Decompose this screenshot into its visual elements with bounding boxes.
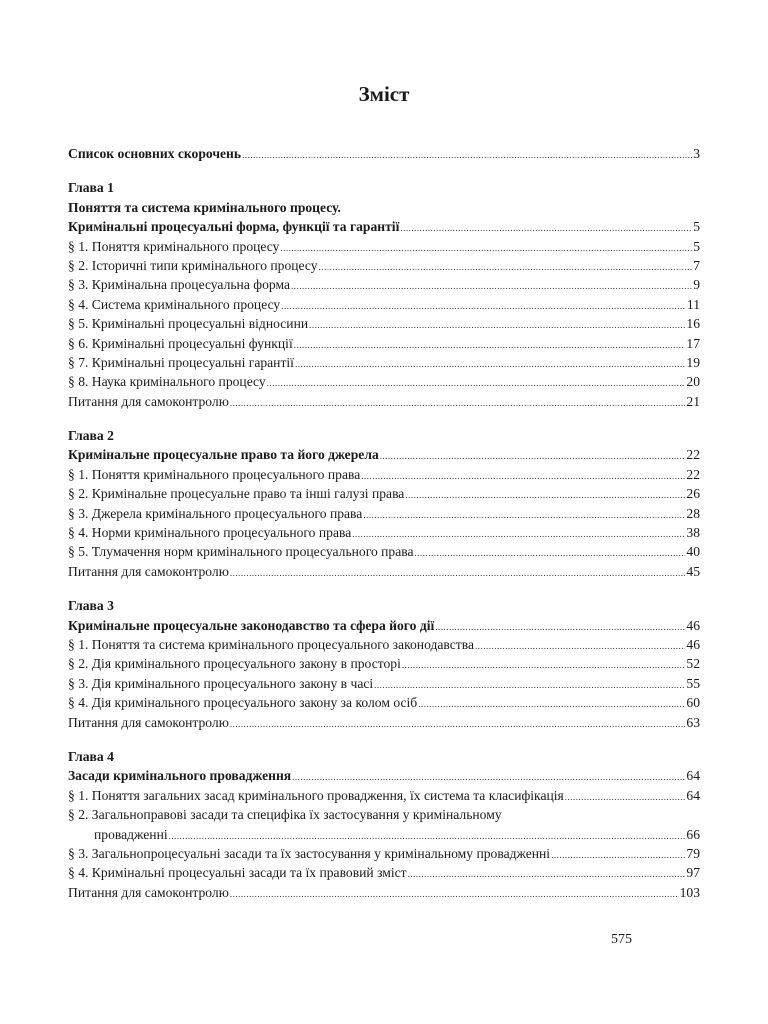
toc-entry-page: 21 <box>686 393 700 409</box>
toc-entry-page: 97 <box>686 865 700 881</box>
toc-entry-title: Глава 4 <box>68 748 114 764</box>
toc-entry-title: Питання для самоконтролю <box>68 393 229 409</box>
toc-entry <box>68 295 700 314</box>
dot-leader <box>242 146 692 165</box>
toc-entry <box>68 314 700 333</box>
toc-entry-title: Питання для самоконтролю <box>68 563 229 579</box>
toc-entry-title: § 3. Дія кримінального процесуального закону в часі <box>68 675 374 691</box>
section-gap <box>68 411 700 426</box>
toc-entry-page: 40 <box>686 544 700 560</box>
section-gap <box>68 581 700 596</box>
toc-entry <box>68 445 700 464</box>
toc-entry-title: Засади кримінального провадження <box>68 768 292 784</box>
dot-leader <box>551 846 685 865</box>
dot-leader <box>230 394 686 413</box>
toc-entry-title: § 2. Загальноправові засади та специфіка їх застосування у кримінальному <box>68 807 502 823</box>
toc-entry-page: 19 <box>686 354 700 370</box>
toc-entry-title: § 4. Кримінальні процесуальні засади та їх правовий зміст <box>68 865 407 881</box>
table-of-contents <box>68 144 700 902</box>
toc-entry-page: 46 <box>686 617 700 633</box>
dot-leader <box>475 637 685 656</box>
toc-entry-title: § 1. Поняття та система кримінального процесуального законодавства <box>68 636 475 652</box>
toc-entry <box>68 883 700 902</box>
toc-entry-title: § 2. Історичні типи кримінального процесу <box>68 257 318 273</box>
toc-entry <box>68 275 700 294</box>
dot-leader <box>319 258 693 277</box>
toc-entry-page: 38 <box>686 525 700 541</box>
toc-entry-page: 9 <box>693 277 700 293</box>
toc-entry-page: 5 <box>693 238 700 254</box>
toc-entry-page: 17 <box>686 335 700 351</box>
dot-leader <box>363 506 685 525</box>
toc-entry <box>68 372 700 391</box>
dot-leader <box>565 788 686 807</box>
toc-entry <box>68 504 700 523</box>
document-page <box>68 0 700 1024</box>
toc-entry-title: § 8. Наука кримінального процесу <box>68 374 266 390</box>
toc-entry-title: § 2. Дія кримінального процесуального закону в просторі <box>68 656 401 672</box>
toc-entry-title: Питання для самоконтролю <box>68 884 229 900</box>
toc-entry <box>68 237 700 256</box>
dot-leader <box>402 656 686 675</box>
toc-entry <box>68 217 700 236</box>
dot-leader <box>267 374 686 393</box>
toc-heading <box>68 596 700 615</box>
toc-entry <box>68 465 700 484</box>
toc-entry <box>68 353 700 372</box>
toc-entry-title: провадженні <box>94 826 168 842</box>
toc-entry-title: § 4. Система кримінального процесу <box>68 296 281 312</box>
toc-entry-title: § 2. Кримінальне процесуальне право та інші галузі права <box>68 486 405 502</box>
toc-entry-title: § 3. Джерела кримінального процесуального права <box>68 505 363 521</box>
toc-entry-page: 5 <box>693 219 700 235</box>
toc-entry-title: Кримінальне процесуальне право та його джерела <box>68 447 379 463</box>
toc-entry <box>68 562 700 581</box>
toc-entry-page: 63 <box>686 714 700 730</box>
dot-leader <box>291 277 692 296</box>
dot-leader <box>405 486 685 505</box>
toc-entry-page: 64 <box>686 787 700 803</box>
toc-entry-title: § 7. Кримінальні процесуальні гарантії <box>68 354 294 370</box>
toc-entry <box>68 805 700 824</box>
toc-entry-page: 103 <box>679 884 700 900</box>
toc-entry-title: Питання для самоконтролю <box>68 714 229 730</box>
toc-entry-page: 46 <box>686 636 700 652</box>
toc-entry-page: 16 <box>686 316 700 332</box>
dot-leader <box>415 544 686 563</box>
toc-entry <box>68 713 700 732</box>
toc-entry <box>68 334 700 353</box>
dot-leader <box>361 467 685 486</box>
toc-entry <box>68 844 700 863</box>
toc-entry-page: 22 <box>686 447 700 463</box>
toc-entry <box>68 635 700 654</box>
toc-entry-title: § 1. Поняття кримінального процесуального права <box>68 466 361 482</box>
page-title: Зміст <box>358 82 410 106</box>
toc-entry-title: Поняття та система кримінального процесу. <box>68 199 341 215</box>
toc-entry <box>68 693 700 712</box>
toc-entry <box>68 392 700 411</box>
toc-entry-title: Список основних скорочень <box>68 146 242 161</box>
dot-leader <box>294 336 686 355</box>
toc-entry-title: § 4. Дія кримінального процесуального закону за колом осіб <box>68 695 418 711</box>
dot-leader <box>295 355 685 374</box>
toc-entry-page: 66 <box>686 826 700 842</box>
dot-leader <box>230 564 686 583</box>
toc-entry <box>68 484 700 503</box>
toc-entry <box>68 863 700 882</box>
toc-entry <box>68 616 700 635</box>
toc-entry-page: 60 <box>686 695 700 711</box>
toc-entry <box>68 144 700 163</box>
page-number: 575 <box>611 932 632 947</box>
toc-entry-page: 55 <box>686 675 700 691</box>
toc-entry-title: § 6. Кримінальні процесуальні функції <box>68 335 293 351</box>
dot-leader <box>230 885 679 904</box>
section-gap <box>68 732 700 747</box>
dot-leader <box>230 715 686 734</box>
section-gap <box>68 163 700 178</box>
toc-entry-page: 28 <box>686 505 700 521</box>
toc-heading <box>68 178 700 197</box>
toc-entry-page: 79 <box>686 845 700 861</box>
toc-entry-title: § 1. Поняття кримінального процесу <box>68 238 280 254</box>
toc-entry <box>68 523 700 542</box>
toc-entry-page: 22 <box>686 466 700 482</box>
toc-entry <box>68 766 700 785</box>
toc-entry-page: 52 <box>686 656 700 672</box>
dot-leader <box>408 865 686 884</box>
toc-entry-title: § 5. Кримінальні процесуальні відносини <box>68 316 309 332</box>
toc-entry <box>68 674 700 693</box>
toc-entry-title: § 1. Поняття загальних засад кримінального провадження, їх система та класифікація <box>68 787 564 803</box>
toc-entry <box>68 825 700 844</box>
toc-entry-title: Глава 1 <box>68 180 114 196</box>
toc-entry-page: 45 <box>686 563 700 579</box>
toc-entry <box>68 542 700 561</box>
toc-entry-title: § 4. Норми кримінального процесуального права <box>68 525 352 541</box>
toc-entry-title: Кримінальне процесуальне законодавство та сфера його дії <box>68 617 435 633</box>
dot-leader <box>418 695 685 714</box>
toc-entry-page: 7 <box>693 257 700 273</box>
toc-heading <box>68 426 700 445</box>
toc-entry-title: § 5. Тлумачення норм кримінального процесуального права <box>68 544 414 560</box>
toc-entry-title: Глава 2 <box>68 428 114 444</box>
toc-entry-title: Кримінальні процесуальні форма, функції та гарантії <box>68 219 400 235</box>
toc-entry <box>68 654 700 673</box>
dot-leader <box>281 297 686 316</box>
dot-leader <box>380 447 686 466</box>
toc-entry-page: 26 <box>686 486 700 502</box>
toc-heading <box>68 747 700 766</box>
dot-leader <box>400 219 692 238</box>
toc-entry <box>68 256 700 275</box>
toc-entry-title: § 3. Кримінальна процесуальна форма <box>68 277 290 293</box>
dot-leader <box>309 316 685 335</box>
toc-entry <box>68 786 700 805</box>
toc-heading <box>68 198 700 217</box>
toc-entry-page: 20 <box>686 374 700 390</box>
toc-entry-title: § 3. Загальнопроцесуальні засади та їх застосування у кримінальному провадженні <box>68 845 551 861</box>
dot-leader <box>374 676 685 695</box>
toc-entry-title: Глава 3 <box>68 598 114 614</box>
toc-entry-page: 11 <box>686 296 700 312</box>
dot-leader <box>280 239 692 258</box>
toc-entry-page: 64 <box>686 768 700 784</box>
toc-entry-page: 3 <box>693 146 700 161</box>
